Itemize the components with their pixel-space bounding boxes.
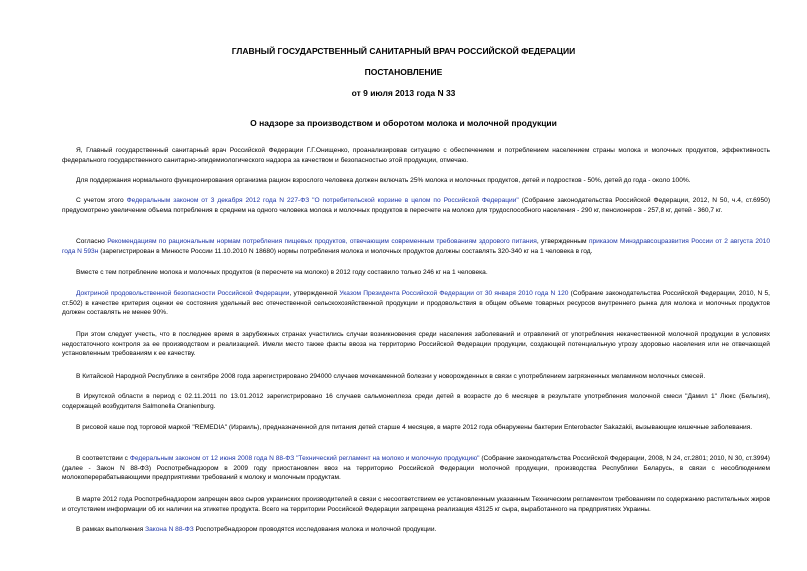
- paragraph-8: [62, 372, 770, 382]
- paragraph-3: [62, 196, 770, 215]
- paragraph-2: [62, 176, 770, 186]
- paragraph-6: [62, 289, 770, 318]
- food-security-doctrine-link[interactable]: Доктриной продовольственной безопасности Российской Федерации: [76, 290, 290, 297]
- paragraph-text: Согласно: [76, 238, 108, 245]
- paragraph-text: При этом следует учесть, что в последнее время в зарубежных странах участились случаи возникновения среди населения заболеваний и отравлений от употребления некачественной молочной продукции в условиях недостаточного контроля за ее производством и реализацией. Имели место также факты ввоза на территорию Российской Федерации продукции, создающей потенциальную угрозу здоровью населения или не отвечающей установленным требованиям к ее качеству.: [62, 331, 770, 358]
- paragraph-10: [62, 423, 770, 433]
- paragraph-11: [62, 454, 770, 483]
- paragraph-text: Я, Главный государственный санитарный врач Российской Федерации Г.Г.Онищенко, проанализировав ситуацию с обеспечением и потреблением населением страны молока и молочных продуктов, эффективность федерального государственного санитарно-эпидемиологического надзора за качеством и безопасностью этой продукции, отмечаю.: [62, 147, 770, 164]
- paragraph-1: [62, 146, 770, 165]
- presidential-decree-link[interactable]: Указом Президента Российской Федерации от 30 января 2010 года N 120: [339, 290, 569, 297]
- paragraph-text: (Собрание законодательства Российской Федерации, 2008, N 24, ст.2801; 2010, N 30, ст.3994) (далее - Закон N 88-ФЗ) Роспотребнадзором в 2009 году приостановлен ввоз на территорию Российской Федерации молочной продукции, производства Республики Беларусь, в связи с несоблюдением молокоперерабатывающими предприятиями требований к молоку и молочным продуктам.: [62, 455, 770, 482]
- recommendations-link[interactable]: Рекомендациям по рациональным нормам потребления пищевых продуктов, отвечающим современным требованиям здорового питания: [107, 238, 537, 245]
- document-date-number: от 9 июля 2013 года N 33: [351, 88, 456, 98]
- paragraph-text: (Собрание законодательства Российской Федерации, 2012, N 50, ч.4, ст.6950) предусмотрено увеличение объема потребления в среднем на одного человека молока и молочных продуктов в пересчете на молоко для трудоспособного населения - 290 кг, пенсионеров - 257,8 кг, детей - 360,7 кг.: [62, 197, 771, 214]
- law-88-short-link[interactable]: Закона N 88-ФЗ: [145, 526, 194, 533]
- order-593n-link[interactable]: приказом Минздравсоцразвития России от 2 августа 2010 года N 593н: [62, 238, 770, 255]
- paragraph-text: В Иркутской области в период с 02.11.2011 по 13.01.2012 зарегистрировано 16 случаев сальмонеллеза среди детей в возрасте до 6 месяцев в результате употребления молочной смеси "Дамил 1" Люкс (Бельгия), содержащей возбудителя Salmonella Oranienburg.: [62, 393, 770, 410]
- paragraph-4: [62, 237, 770, 256]
- document-type: ПОСТАНОВЛЕНИЕ: [364, 67, 443, 77]
- paragraph-text: В марте 2012 года Роспотребнадзором запрещен ввоз сыров украинских производителей в связи с несоответствием ее установленным указанным Техническим регламентом требованиям по содержанию растительных жиров и отсутствием информации об их наличии на этикетке продукта. Всего на территории Российской Федерации запрещена реализация 43125 кг сыра, выработанного на предприятиях Украины.: [62, 496, 770, 513]
- paragraph-text: , утвержденной: [289, 290, 340, 297]
- paragraph-5: [62, 268, 770, 278]
- authority-heading: ГЛАВНЫЙ ГОСУДАРСТВЕННЫЙ САНИТАРНЫЙ ВРАЧ РОССИЙСКОЙ ФЕДЕРАЦИИ: [231, 46, 576, 56]
- paragraph-text: (Собрание законодательства Российской Федерации, 2010, N 5, ст.502) в качестве критерия оценки ее состояния удельный вес отечественной сельскохозяйственной продукции и продовольствия в общем объеме товарных ресурсов внутреннего рынка для молока и молочных продуктов должен составлять не менее 90%.: [62, 290, 771, 317]
- paragraph-text: Вместе с тем потребление молока и молочных продуктов (в пересчете на молоко) в 2012 году составило только 246 кг на 1 человека.: [76, 269, 488, 276]
- law-88-link[interactable]: Федеральным законом от 12 июня 2008 года N 88-ФЗ "Технический регламент на молоко и молочную продукцию": [129, 455, 480, 462]
- document-title: О надзоре за производством и оборотом молока и молочной продукции: [250, 118, 557, 128]
- paragraph-text: В Китайской Народной Республике в сентябре 2008 года зарегистрировано 294000 случаев мочекаменной болезни у новорожденных в связи с употреблением загрязненных меламином молочных смесей.: [76, 373, 706, 380]
- paragraph-text: С учетом этого: [76, 197, 127, 204]
- paragraph-text: В рамках выполнения: [76, 526, 146, 533]
- paragraph-12: [62, 495, 770, 514]
- paragraph-text: В рисовой каше под торговой маркой "REMEDIA" (Израиль), предназначенной для питания детей старше 4 месяцев, в марте 2012 года обнаружены бактерии Enterobacter Sakazakii, вызывающие кишечные заболевания.: [76, 424, 753, 431]
- law-227-link[interactable]: Федеральным законом от 3 декабря 2012 года N 227-ФЗ "О потребительской корзине в целом по Российской Федерации": [126, 197, 519, 204]
- paragraph-7: [62, 330, 770, 359]
- paragraph-text: Роспотребнадзором проводятся исследования молока и молочной продукции.: [193, 526, 437, 533]
- paragraph-text: (зарегистрирован в Минюсте России 11.10.2010 N 18680) нормы потребления молока и молочных продуктов должны составлять 320-340 кг на 1 человека в год.: [98, 247, 593, 255]
- paragraph-text: , утвержденным: [536, 238, 589, 245]
- paragraph-text: В соответствии с: [76, 455, 130, 462]
- paragraph-text: Для поддержания нормального функционирования организма рацион взрослого человека должен включать 25% молока и молочных продуктов, детей и подростков - 50%, детей до года - около 100%.: [76, 177, 691, 184]
- paragraph-13: [62, 525, 770, 535]
- paragraph-9: [62, 392, 770, 411]
